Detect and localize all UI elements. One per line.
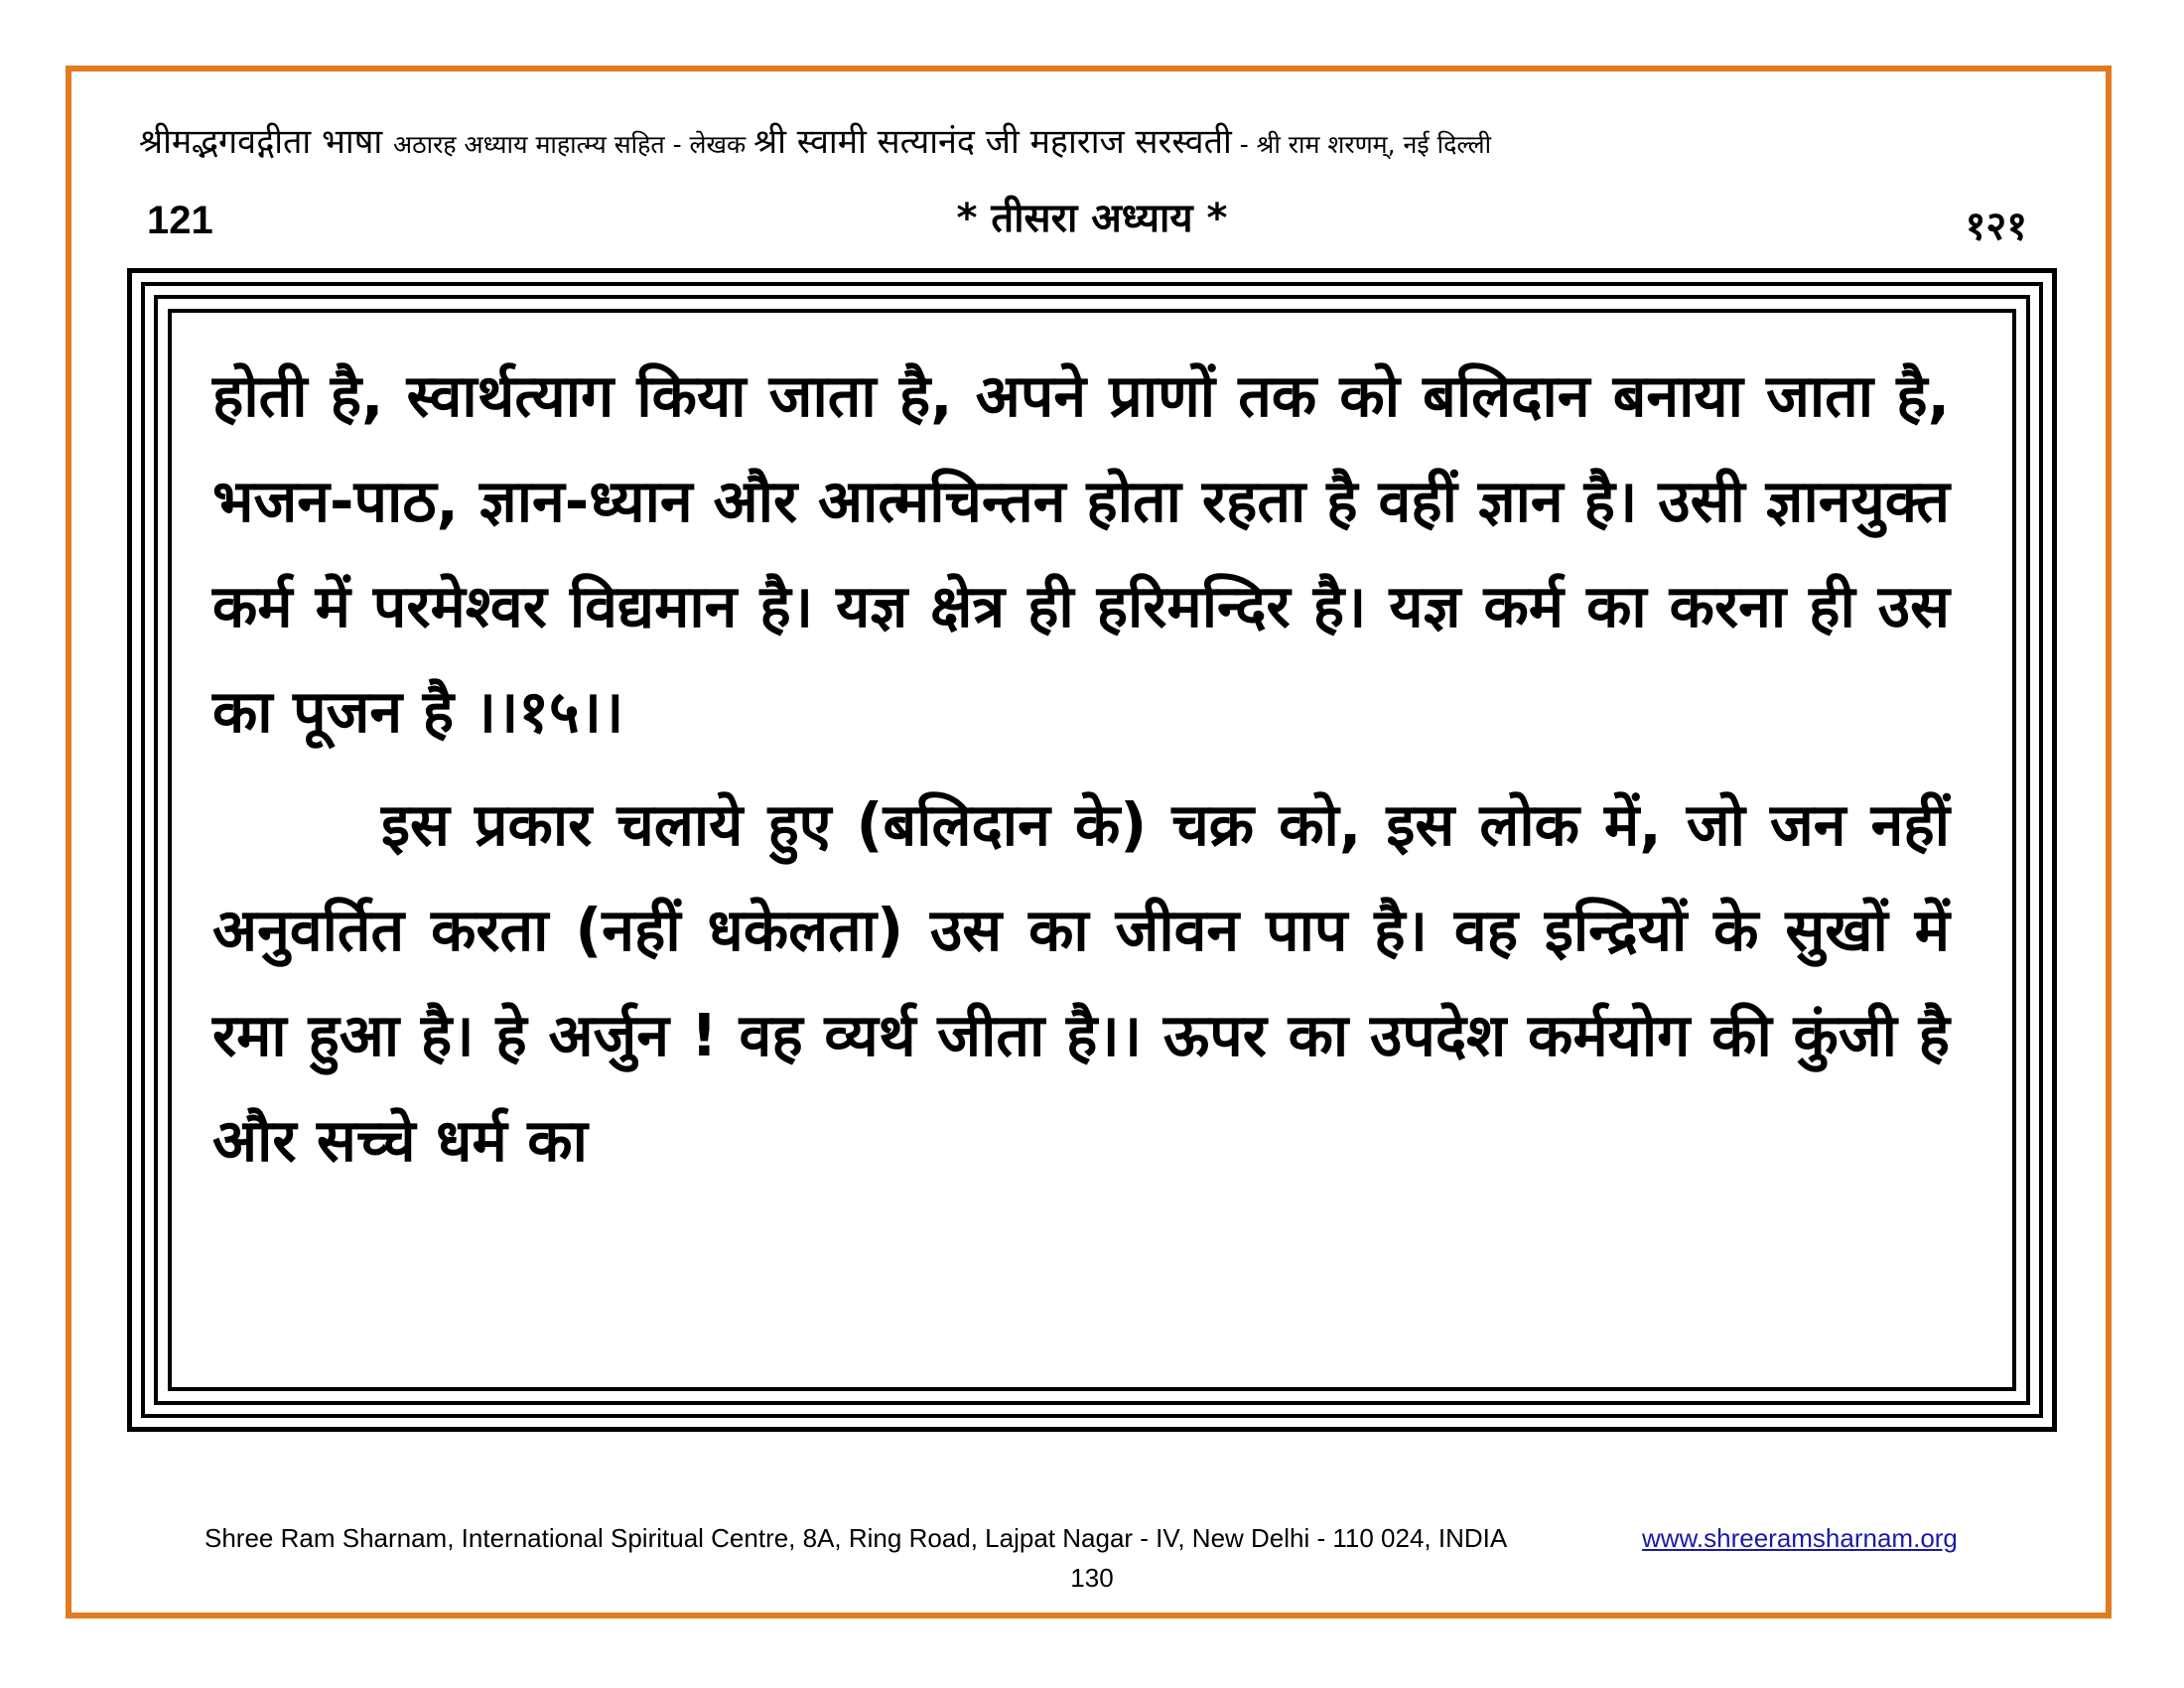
header-subtitle: अठारह अध्याय माहात्म्य सहित - लेखक <box>392 130 754 159</box>
header-book-title: श्रीमद्भगवद्गीता भाषा <box>139 122 393 162</box>
header-publisher: - श्री राम शरणम्, नई दिल्ली <box>1231 130 1492 159</box>
chapter-title: * तीसरा अध्याय * <box>956 196 1228 241</box>
scripture-text <box>212 344 1950 1194</box>
book-header <box>139 117 2055 177</box>
website-link[interactable]: www.shreeramsharnam.org <box>1642 1523 1958 1553</box>
header-author: श्री स्वामी सत्यानंद जी महाराज सरस्वती <box>753 122 1232 162</box>
paragraph-2: इस प्रकार चलाये हुए (बलिदान के) चक्र को, इस लोक में, जो जन नहीं अनुवर्तित करता (नहीं धकेलता) उस का जीवन पाप है। वह इन्द्रियों के सुखों में रमा हुआ है। हे अर्जुन ! वह व्यर्थ जीता है।। ऊपर का उपदेश कर्मयोग की कुंजी है और सच्चे धर्म का <box>212 790 1950 1175</box>
paragraph-1: होती है, स्वार्थत्याग किया जाता है, अपने प्राणों तक को बलिदान बनाया जाता है, भजन-पाठ, ज्ञान-ध्यान और आत्मचिन्तन होता रहता है वहीं ज्ञान है। उसी ज्ञानयुक्त कर्म में परमेश्वर विद्यमान है। यज्ञ क्षेत्र ही हरिमन्दिर है। यज्ञ कर्म का करना ही उस का पूजन है ।।१५।। <box>212 361 1950 746</box>
page-number-left: 121 <box>147 199 213 242</box>
footer <box>205 1523 1991 1563</box>
footer-page-number: 130 <box>1070 1563 1114 1593</box>
footer-address: Shree Ram Sharnam, International Spiritual Centre, 8A, Ring Road, Lajpat Nagar - IV, New Delhi - 110 024, INDIA <box>205 1523 1508 1553</box>
page-number-right: १२१ <box>1965 204 2027 249</box>
